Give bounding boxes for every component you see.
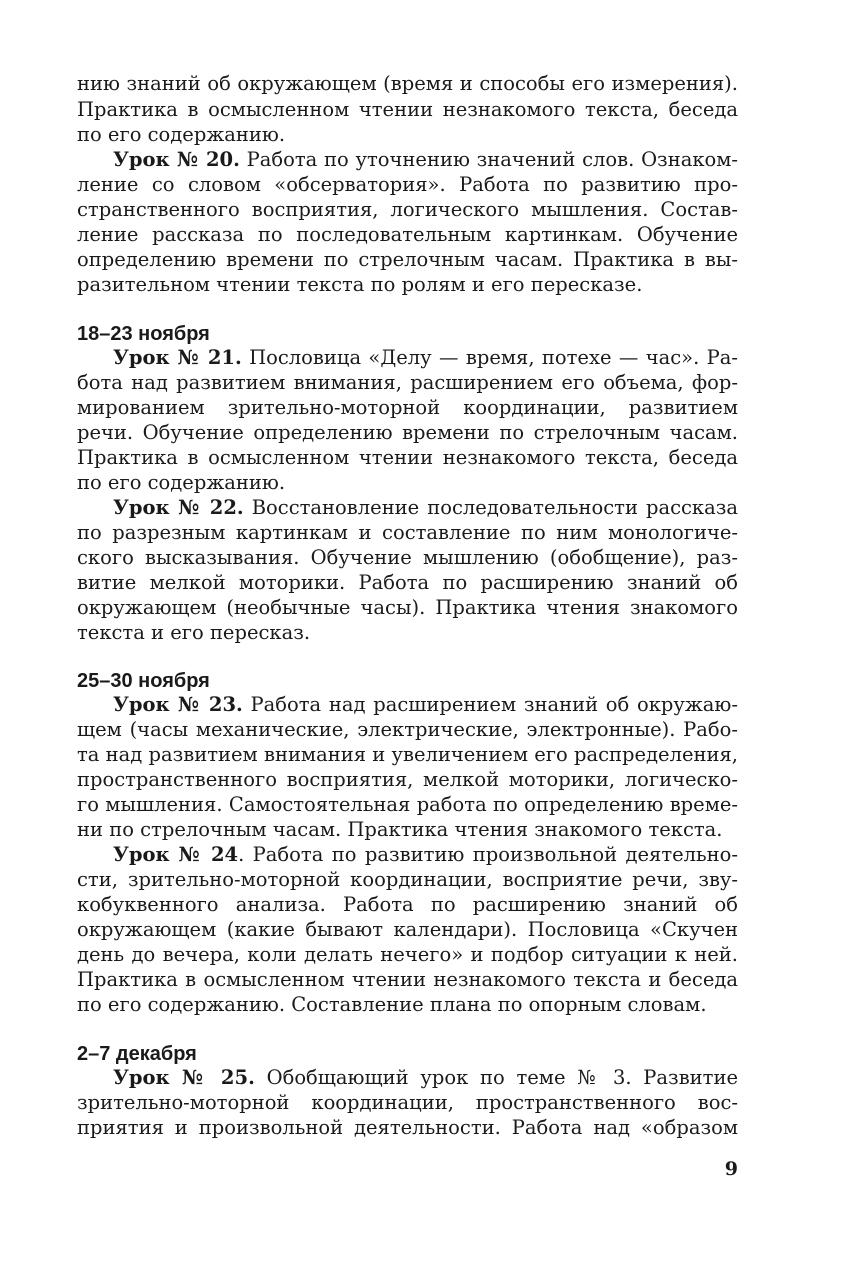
section-date-heading: 2–7 декабря bbox=[77, 1043, 197, 1065]
text-line: Практика в осмысленном чтении незнакомого текста, беседа bbox=[77, 98, 738, 121]
text-line: речи. Обучение определению времени по стрелочным часам. bbox=[77, 421, 738, 444]
text-segment: . Работа по развитию произвольной деятельно- bbox=[238, 843, 738, 866]
text-line: разительном чтении текста по ролям и его пересказе. bbox=[77, 273, 643, 296]
text-line: по его содержанию. Составление плана по опорным словам. bbox=[77, 993, 707, 1016]
text-line: Практика в осмысленном чтении незнакомого текста и беседа bbox=[77, 968, 738, 991]
text-line: витие мелкой моторики. Работа по расширению знаний об bbox=[77, 571, 738, 594]
text-line: странственного восприятия, логического мышления. Состав- bbox=[77, 198, 738, 221]
text-line: окружающем (необычные часы). Практика чтения знакомого bbox=[77, 596, 738, 619]
lesson-25-first-line bbox=[113, 1066, 738, 1091]
text-line: щем (часы механические, электрические, электронные). Рабо- bbox=[77, 718, 738, 741]
lesson-25-label: Урок № 25. bbox=[113, 1066, 255, 1089]
text-line: пространственного восприятия, мелкой моторики, логическо- bbox=[77, 768, 738, 791]
text-line: сти, зрительно-моторной координации, восприятие речи, зву- bbox=[77, 868, 738, 891]
text-line: го мышления. Самостоятельная работа по определению време- bbox=[77, 793, 738, 816]
text-line: бота над развитием внимания, расширением его объема, фор- bbox=[77, 371, 738, 394]
text-line: ни по стрелочным часам. Практика чтения знакомого текста. bbox=[77, 818, 723, 841]
text-line: текста и его пересказ. bbox=[77, 621, 311, 644]
text-line: нию знаний об окружающем (время и способы его измерения). bbox=[77, 72, 738, 95]
text-line: мированием зрительно-моторной координации, развитием bbox=[77, 396, 738, 419]
text-line: кобуквенного анализа. Работа по расширению знаний об bbox=[77, 893, 738, 916]
text-line: по разрезным картинкам и составление по ним монологиче- bbox=[77, 521, 738, 544]
text-line: по его содержанию. bbox=[77, 471, 286, 494]
page-number: 9 bbox=[724, 1158, 738, 1180]
text-line: та над развитием внимания и увеличением его распределения, bbox=[77, 743, 738, 766]
text-line: ление со словом «обсерватория». Работа по развитию про- bbox=[77, 173, 738, 196]
text-line: день до вечера, коли делать нечего» и подбор ситуации к ней. bbox=[77, 943, 738, 966]
section-date-heading: 25–30 ноября bbox=[77, 670, 210, 692]
text-segment: Пословица «Делу — время, потехе — час». Ра- bbox=[241, 346, 738, 369]
text-line: по его содержанию. bbox=[77, 123, 286, 146]
text-line: окружающем (какие бывают календари). Пословица «Скучен bbox=[77, 918, 738, 941]
text-line: Практика в осмысленном чтении незнакомого текста, беседа bbox=[77, 446, 738, 469]
lesson-23-first-line bbox=[113, 693, 738, 718]
text-line: приятия и произвольной деятельности. Работа над «образом bbox=[77, 1116, 738, 1139]
lesson-22-first-line bbox=[113, 496, 738, 521]
text-segment: Восстановление последовательности рассказа bbox=[243, 496, 738, 519]
lesson-22-label: Урок № 22. bbox=[113, 496, 244, 519]
text-segment: Работа по уточнению значений слов. Ознаком- bbox=[239, 148, 739, 171]
lesson-21-label: Урок № 21. bbox=[113, 346, 242, 369]
text-segment: Обобщающий урок по теме № 3. Развитие bbox=[254, 1066, 738, 1089]
lesson-24-first-line bbox=[113, 843, 738, 868]
text-line: ского высказывания. Обучение мышлению (обобщение), раз- bbox=[77, 546, 738, 569]
lesson-20-first-line bbox=[113, 148, 738, 173]
lesson-21-first-line bbox=[113, 346, 738, 371]
lesson-20-label: Урок № 20. bbox=[113, 148, 240, 171]
section-date-heading: 18–23 ноября bbox=[77, 323, 210, 345]
lesson-24-label: Урок № 24 bbox=[113, 843, 239, 866]
text-line: определению времени по стрелочным часам. Практика в вы- bbox=[77, 248, 738, 271]
text-line: ление рассказа по последовательным картинкам. Обучение bbox=[77, 223, 738, 246]
text-line: зрительно-моторной координации, пространственного вос- bbox=[77, 1091, 738, 1114]
lesson-23-label: Урок № 23. bbox=[113, 693, 243, 716]
text-segment: Работа над расширением знаний об окружаю- bbox=[242, 693, 738, 716]
